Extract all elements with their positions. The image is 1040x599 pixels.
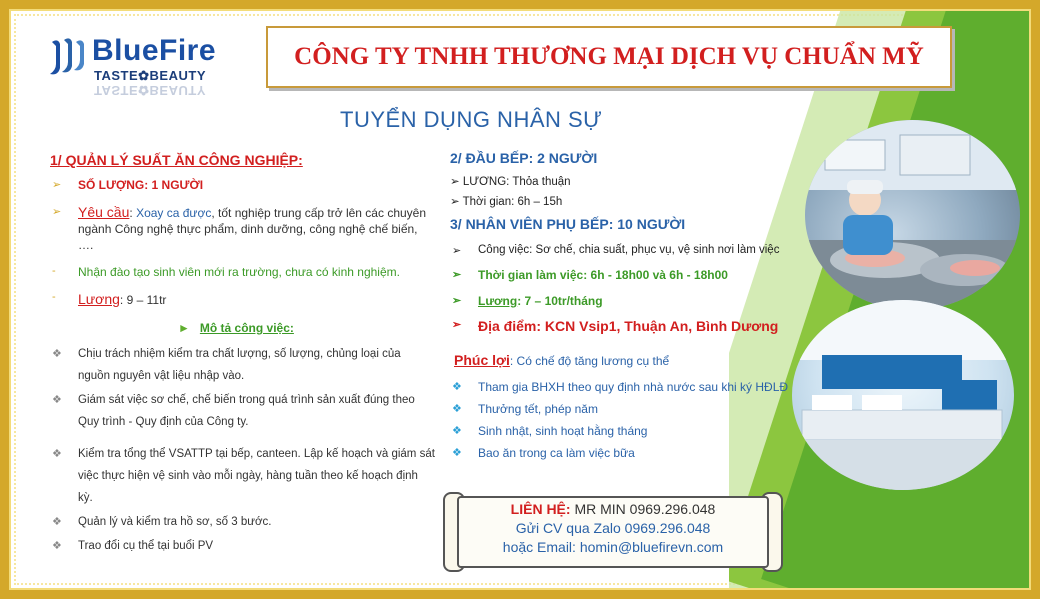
section1-title: 1/ QUẢN LÝ SUẤT ĂN CÔNG NGHIỆP:	[50, 152, 303, 168]
list-item: ❖ Kiểm tra tổng thể VSATTP tại bếp, canteen. Lập kế hoạch và giám sát việc thực hiện vệ sinh vào mỗi ngày, hàng tuần theo kế hoạch định kỳ.	[50, 443, 435, 509]
list-item: ❖ Sinh nhật, sinh hoạt hằng tháng	[450, 420, 820, 442]
company-name: CÔNG TY TNHH THƯƠNG MẠI DỊCH VỤ CHUẨN MỸ	[294, 43, 924, 70]
contact-person: MR MIN 0969.296.048	[570, 501, 716, 517]
section1-requirements: ➢ Yêu cầu: Xoay ca được, tốt nghiệp trung cấp trở lên các chuyên ngành Công nghệ thực phẩm, dinh dưỡng, công nghệ chế biến, ….	[52, 204, 427, 252]
contact-cv: Gửi CV qua Zalo 0969.296.048	[515, 520, 711, 536]
section2-title: 2/ ĐẦU BẾP: 2 NGƯỜI	[450, 150, 598, 166]
dash-bullet-icon: -	[52, 291, 56, 303]
canteen-photo	[792, 300, 1014, 490]
list-item: ❖ Bao ăn trong ca làm việc bữa	[450, 442, 820, 464]
arrow-bullet-icon: ➢	[452, 269, 462, 281]
logo-brand-text: BlueFire	[92, 34, 217, 67]
bluefire-logo	[48, 28, 248, 103]
list-item: ❖ Chịu trách nhiệm kiểm tra chất lượng, số lượng, chủng loại của nguồn nguyên vật liệu nhập vào.	[50, 343, 435, 387]
diamond-bullet-icon: ❖	[52, 516, 62, 528]
list-item: ❖ Quản lý và kiểm tra hồ sơ, số 3 bước.	[50, 511, 435, 533]
contact-email[interactable]: hoặc Email: homin@bluefirevn.com	[502, 539, 724, 555]
kitchen-photo	[805, 120, 1020, 310]
contact-info	[463, 500, 763, 557]
arrow-bullet-icon: ➢	[452, 319, 462, 331]
logo-tagline: TASTE✿BEAUTY	[94, 68, 206, 83]
diamond-bullet-icon: ❖	[452, 425, 462, 437]
arrow-bullet-icon: ➢	[52, 179, 62, 191]
arrow-bullet-icon: ➢	[450, 196, 460, 208]
company-banner	[266, 26, 952, 88]
list-item: ❖ Thưởng tết, phép năm	[450, 398, 820, 420]
section1-salary: - Lương: 9 – 11tr	[52, 291, 167, 307]
list-item: ❖ Giám sát việc sơ chế, chế biến trong quá trình sản xuất đúng theo Quy trình - Quy định của Công ty.	[50, 389, 435, 433]
diamond-bullet-icon: ❖	[52, 348, 62, 360]
diamond-bullet-icon: ❖	[452, 403, 462, 415]
list-item: ❖ Trao đổi cụ thể tại buổi PV	[50, 535, 435, 557]
triangle-bullet-icon: ►	[178, 321, 190, 335]
section2-salary: ➢ LƯƠNG: Thỏa thuận	[450, 176, 571, 188]
logo-tagline-reflection: TASTE✿BEAUTY	[94, 83, 206, 98]
diamond-bullet-icon: ❖	[52, 394, 62, 406]
section-chef-and-assistant	[450, 150, 820, 464]
benefits-title: Phúc lợi: Có chế độ tăng lương cụ thể	[454, 352, 670, 368]
diamond-bullet-icon: ❖	[52, 448, 62, 460]
diamond-bullet-icon: ❖	[52, 540, 62, 552]
diamond-bullet-icon: ❖	[452, 381, 462, 393]
dash-bullet-icon: -	[52, 265, 56, 277]
arrow-bullet-icon: ➢	[452, 245, 462, 257]
diamond-bullet-icon: ❖	[452, 447, 462, 459]
list-item: ❖ Tham gia BHXH theo quy định nhà nước sau khi ký HĐLĐ	[450, 376, 820, 398]
section2-time: ➢ Thời gian: 6h – 15h	[450, 196, 563, 208]
arrow-bullet-icon: ➢	[452, 295, 462, 307]
section3-salary: ➢ Lương: 7 – 10tr/tháng	[452, 294, 603, 308]
arrow-bullet-icon: ➢	[52, 206, 62, 218]
logo-mark-icon	[48, 36, 86, 78]
section3-hours: ➢ Thời gian làm việc: 6h - 18h00 và 6h - 18h00	[452, 268, 728, 282]
section1-training: - Nhận đào tạo sinh viên mới ra trường, chưa có kinh nghiệm.	[52, 265, 400, 279]
benefits-list	[450, 376, 820, 464]
section-food-manager	[50, 152, 435, 557]
job-description-title: ► Mô tả công việc:	[178, 321, 294, 335]
contact-scroll	[443, 490, 783, 572]
arrow-bullet-icon: ➢	[450, 176, 460, 188]
section1-quantity: ➢ SỐ LƯỢNG: 1 NGƯỜI	[52, 178, 204, 192]
section3-work: ➢ Công việc: Sơ chế, chia suất, phục vụ, vệ sinh nơi làm việc	[452, 244, 780, 257]
task-list	[50, 343, 435, 557]
section3-location: ➢ Địa điểm: KCN Vsip1, Thuận An, Bình Dương	[452, 318, 779, 334]
contact-label: LIÊN HỆ:	[510, 501, 571, 517]
headline: TUYỂN DỤNG NHÂN SỰ	[340, 107, 603, 132]
section3-title: 3/ NHÂN VIÊN PHỤ BẾP: 10 NGƯỜI	[450, 216, 686, 232]
